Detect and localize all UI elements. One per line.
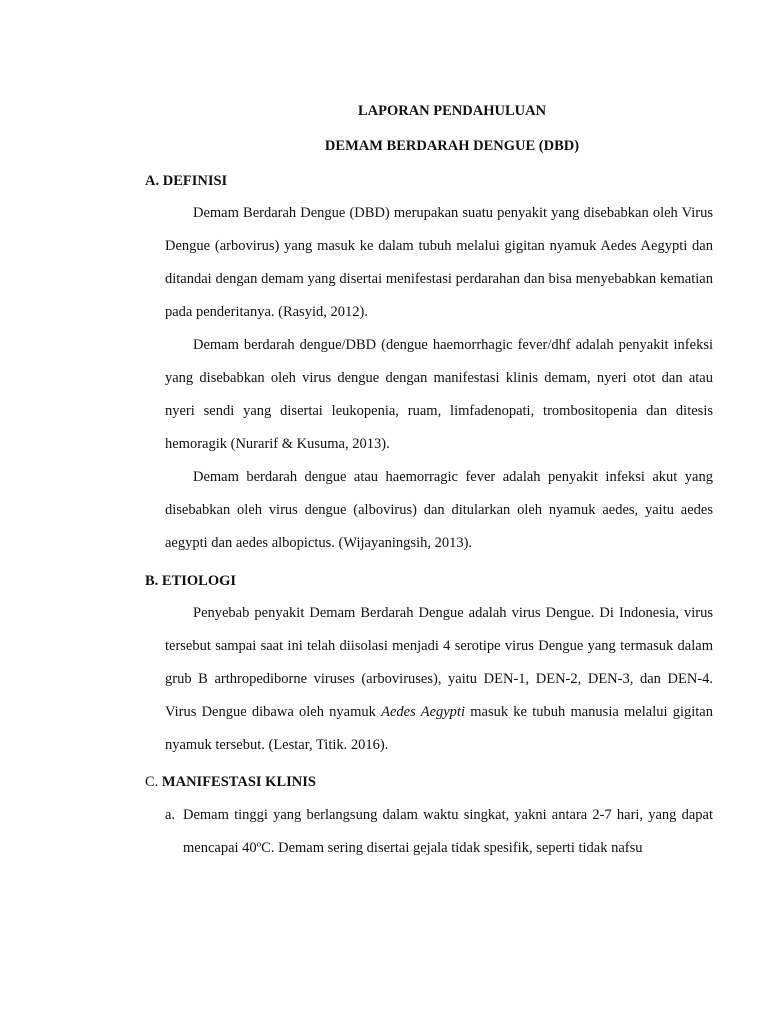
- etiologi-species-name: Aedes Aegypti: [381, 704, 465, 720]
- list-marker: a.: [165, 807, 176, 823]
- section-number: C.: [145, 774, 159, 790]
- section-heading-definisi: A. DEFINISI: [145, 173, 228, 189]
- document-title: LAPORAN PENDAHULUAN: [357, 103, 547, 119]
- section-heading-etiologi: B. ETIOLOGI: [145, 573, 237, 589]
- definisi-paragraph-2: Demam berdarah dengue/DBD (dengue haemorrhagic fever/dhf adalah penyakit infeksi yang disebabkan oleh virus dengue dengan manifestasi klinis demam, nyeri otot dan atau nyeri sendi yang disertai leukopenia, ruam, limfadenopati, trombositopenia dan ditesis hemoragik (Nurarif & Kusuma, 2013).: [165, 337, 713, 452]
- etiologi-text-part-1: Penyebab penyakit Demam Berdarah Dengue adalah virus Dengue. Di Indonesia, virus tersebut sampai saat ini telah diisolasi menjadi 4 serotipe virus Dengue yang termasuk dalam grub B arthropediborne viruses (arboviruses), yaitu DEN-1, DEN-2, DEN-3, dan DEN-4. Virus Dengue dibawa oleh nyamuk: [165, 605, 713, 720]
- section-heading-manifestasi-klinis: [145, 773, 316, 791]
- list-item-text: Demam tinggi yang berlangsung dalam waktu singkat, yakni antara 2-7 hari, yang dapat mencapai 40ºC. Demam sering disertai gejala tidak spesifik, seperti tidak nafsu: [183, 807, 713, 856]
- etiologi-text-part-2: masuk ke tubuh manusia melalui gigitan nyamuk tersebut. (Lestar, Titik. 2016).: [165, 704, 713, 753]
- document-subtitle: DEMAM BERDARAH DENGUE (DBD): [324, 138, 580, 154]
- definisi-paragraph-1: Demam Berdarah Dengue (DBD) merupakan suatu penyakit yang disebabkan oleh Virus Dengue (arbovirus) yang masuk ke dalam tubuh melalui gigitan nyamuk Aedes Aegypti dan ditandai dengan demam yang disertai menifestasi perdarahan dan bisa menyebabkan kematian pada penderitanya. (Rasyid, 2012).: [165, 205, 713, 320]
- etiologi-paragraph: [165, 597, 713, 762]
- list-item: [165, 799, 713, 865]
- definisi-paragraph-3: Demam berdarah dengue atau haemorragic fever adalah penyakit infeksi akut yang disebabkan oleh virus dengue (albovirus) dan ditularkan oleh nyamuk aedes, yaitu aedes aegypti dan aedes albopictus. (Wijayaningsih, 2013).: [165, 469, 713, 551]
- section-title: MANIFESTASI KLINIS: [161, 774, 316, 790]
